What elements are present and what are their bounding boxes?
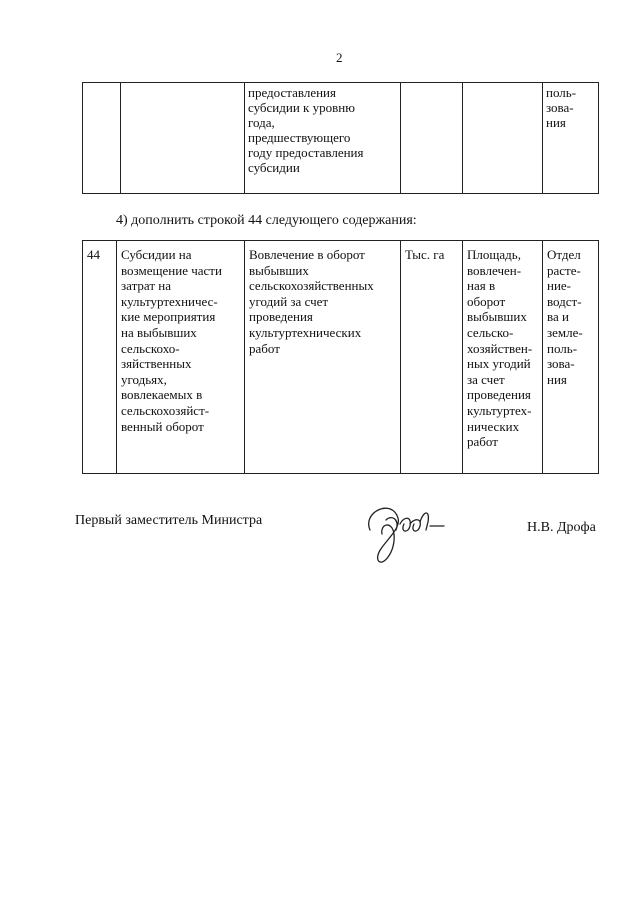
instruction-text: 4) дополнить строкой 44 следующего содержания: bbox=[116, 213, 417, 228]
table-cell bbox=[121, 83, 245, 194]
signatory-title: Первый заместитель Министра bbox=[75, 513, 263, 528]
department-cell: Отдел расте- ние- водст- ва и земле- поль- зова- ния bbox=[543, 241, 599, 474]
table-row bbox=[83, 241, 599, 474]
table-cell bbox=[463, 83, 543, 194]
continued-table bbox=[82, 82, 599, 194]
table-cell bbox=[83, 83, 121, 194]
table-row bbox=[83, 83, 599, 194]
signatory-name: Н.В. Дрофа bbox=[527, 520, 596, 535]
page-number: 2 bbox=[336, 50, 343, 65]
table-cell-criterion: предоставления субсидии к уровню года, предшествующего году предоставления субсидии bbox=[245, 83, 401, 194]
row-number-cell: 44 bbox=[83, 241, 117, 474]
result-cell: Вовлечение в оборот выбывших сельскохозяйственных угодий за счет проведения культуртехнических работ bbox=[245, 241, 401, 474]
table-cell-department: поль- зова- ния bbox=[543, 83, 599, 194]
subsidy-name-cell: Субсидии на возмещение части затрат на культуртехничес- кие мероприятия на выбывших сельскохо- зяйственных угодьях, вовлекаемых в сельскохозяйст- венный оборот bbox=[117, 241, 245, 474]
table-cell bbox=[401, 83, 463, 194]
unit-cell: Тыс. га bbox=[401, 241, 463, 474]
handwritten-signature-image bbox=[352, 490, 462, 570]
indicator-cell: Площадь, вовлечен- ная в оборот выбывших сельско- хозяйствен- ных угодий за счет проведения культуртех- нических работ bbox=[463, 241, 543, 474]
row-44-table bbox=[82, 240, 599, 474]
